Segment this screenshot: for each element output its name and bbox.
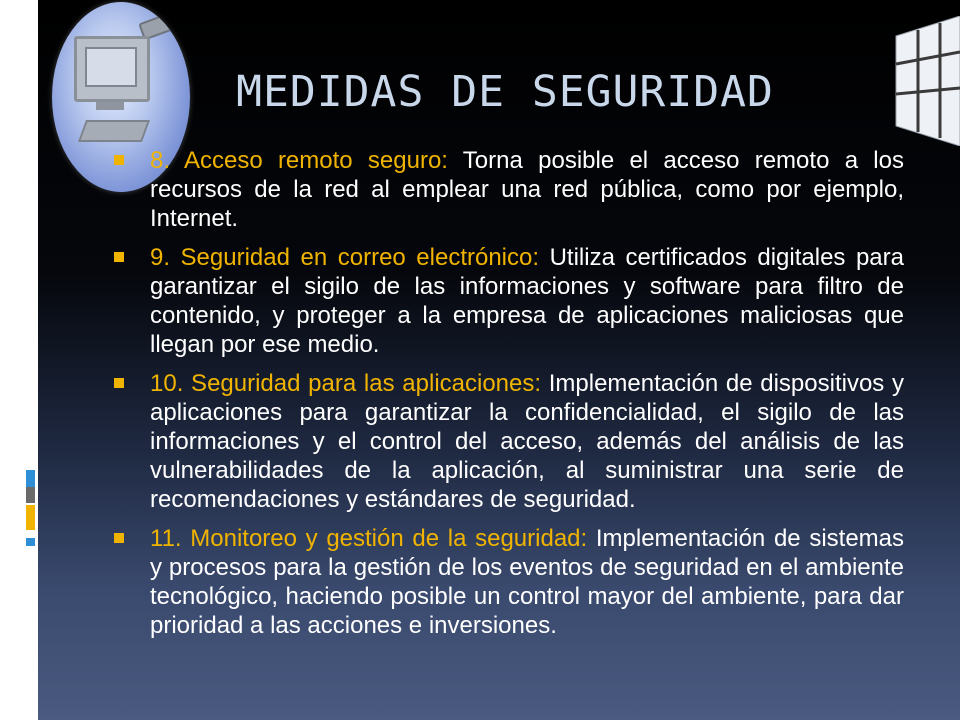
- monitor-screen: [85, 47, 137, 87]
- list-item: [112, 369, 904, 514]
- list-item: [112, 146, 904, 233]
- list-item: [112, 524, 904, 640]
- bullet-text: Implementación de sistemas y procesos para la gestión de los eventos de seguridad en el ambiente tecnológico, haciendo posible un control mayor del ambiente, para dar prioridad a las acciones e inversiones.: [150, 525, 905, 639]
- square-bullet-icon: [114, 533, 124, 543]
- square-bullet-icon: [114, 155, 124, 165]
- accent-block-blue-small: [26, 538, 35, 546]
- list-item: [112, 243, 904, 359]
- accent-block-yellow: [26, 505, 35, 530]
- square-bullet-icon: [114, 252, 124, 262]
- square-bullet-icon: [114, 378, 124, 388]
- accent-block-gray: [26, 487, 35, 503]
- accent-block-blue: [26, 470, 35, 488]
- bullet-heading: 9. Seguridad en correo electrónico:: [150, 244, 540, 271]
- bullet-text: Implementación de dispositivos y aplicaciones para garantizar la confidencialidad, el sigilo de las informaciones y el control del acceso, además del análisis de las vulnerabilidades de la aplicación, al suministrar una serie de recomendaciones y estándares de seguridad.: [150, 370, 905, 513]
- bullet-text: Torna posible el acceso remoto a los recursos de la red al emplear una red pública, como por ejemplo, Internet.: [150, 147, 904, 232]
- bullet-heading: 10. Seguridad para las aplicaciones:: [150, 370, 542, 397]
- keyboard: [78, 120, 150, 142]
- bullet-text: Utiliza certificados digitales para garantizar el sigilo de las informaciones y software para filtro de contenido, y proteger a la empresa de aplicaciones maliciosas que llegan por ese medio.: [150, 244, 904, 358]
- left-sidebar-stripe: [0, 0, 38, 720]
- bullet-heading: 11. Monitoreo y gestión de la seguridad:: [150, 525, 588, 552]
- bullet-heading: 8. Acceso remoto seguro:: [150, 147, 448, 174]
- monitor-stand: [96, 102, 124, 110]
- bullet-list: [112, 146, 904, 650]
- window-icon: [890, 16, 960, 146]
- monitor: [74, 36, 150, 102]
- slide-title: MEDIDAS DE SEGURIDAD: [236, 67, 774, 117]
